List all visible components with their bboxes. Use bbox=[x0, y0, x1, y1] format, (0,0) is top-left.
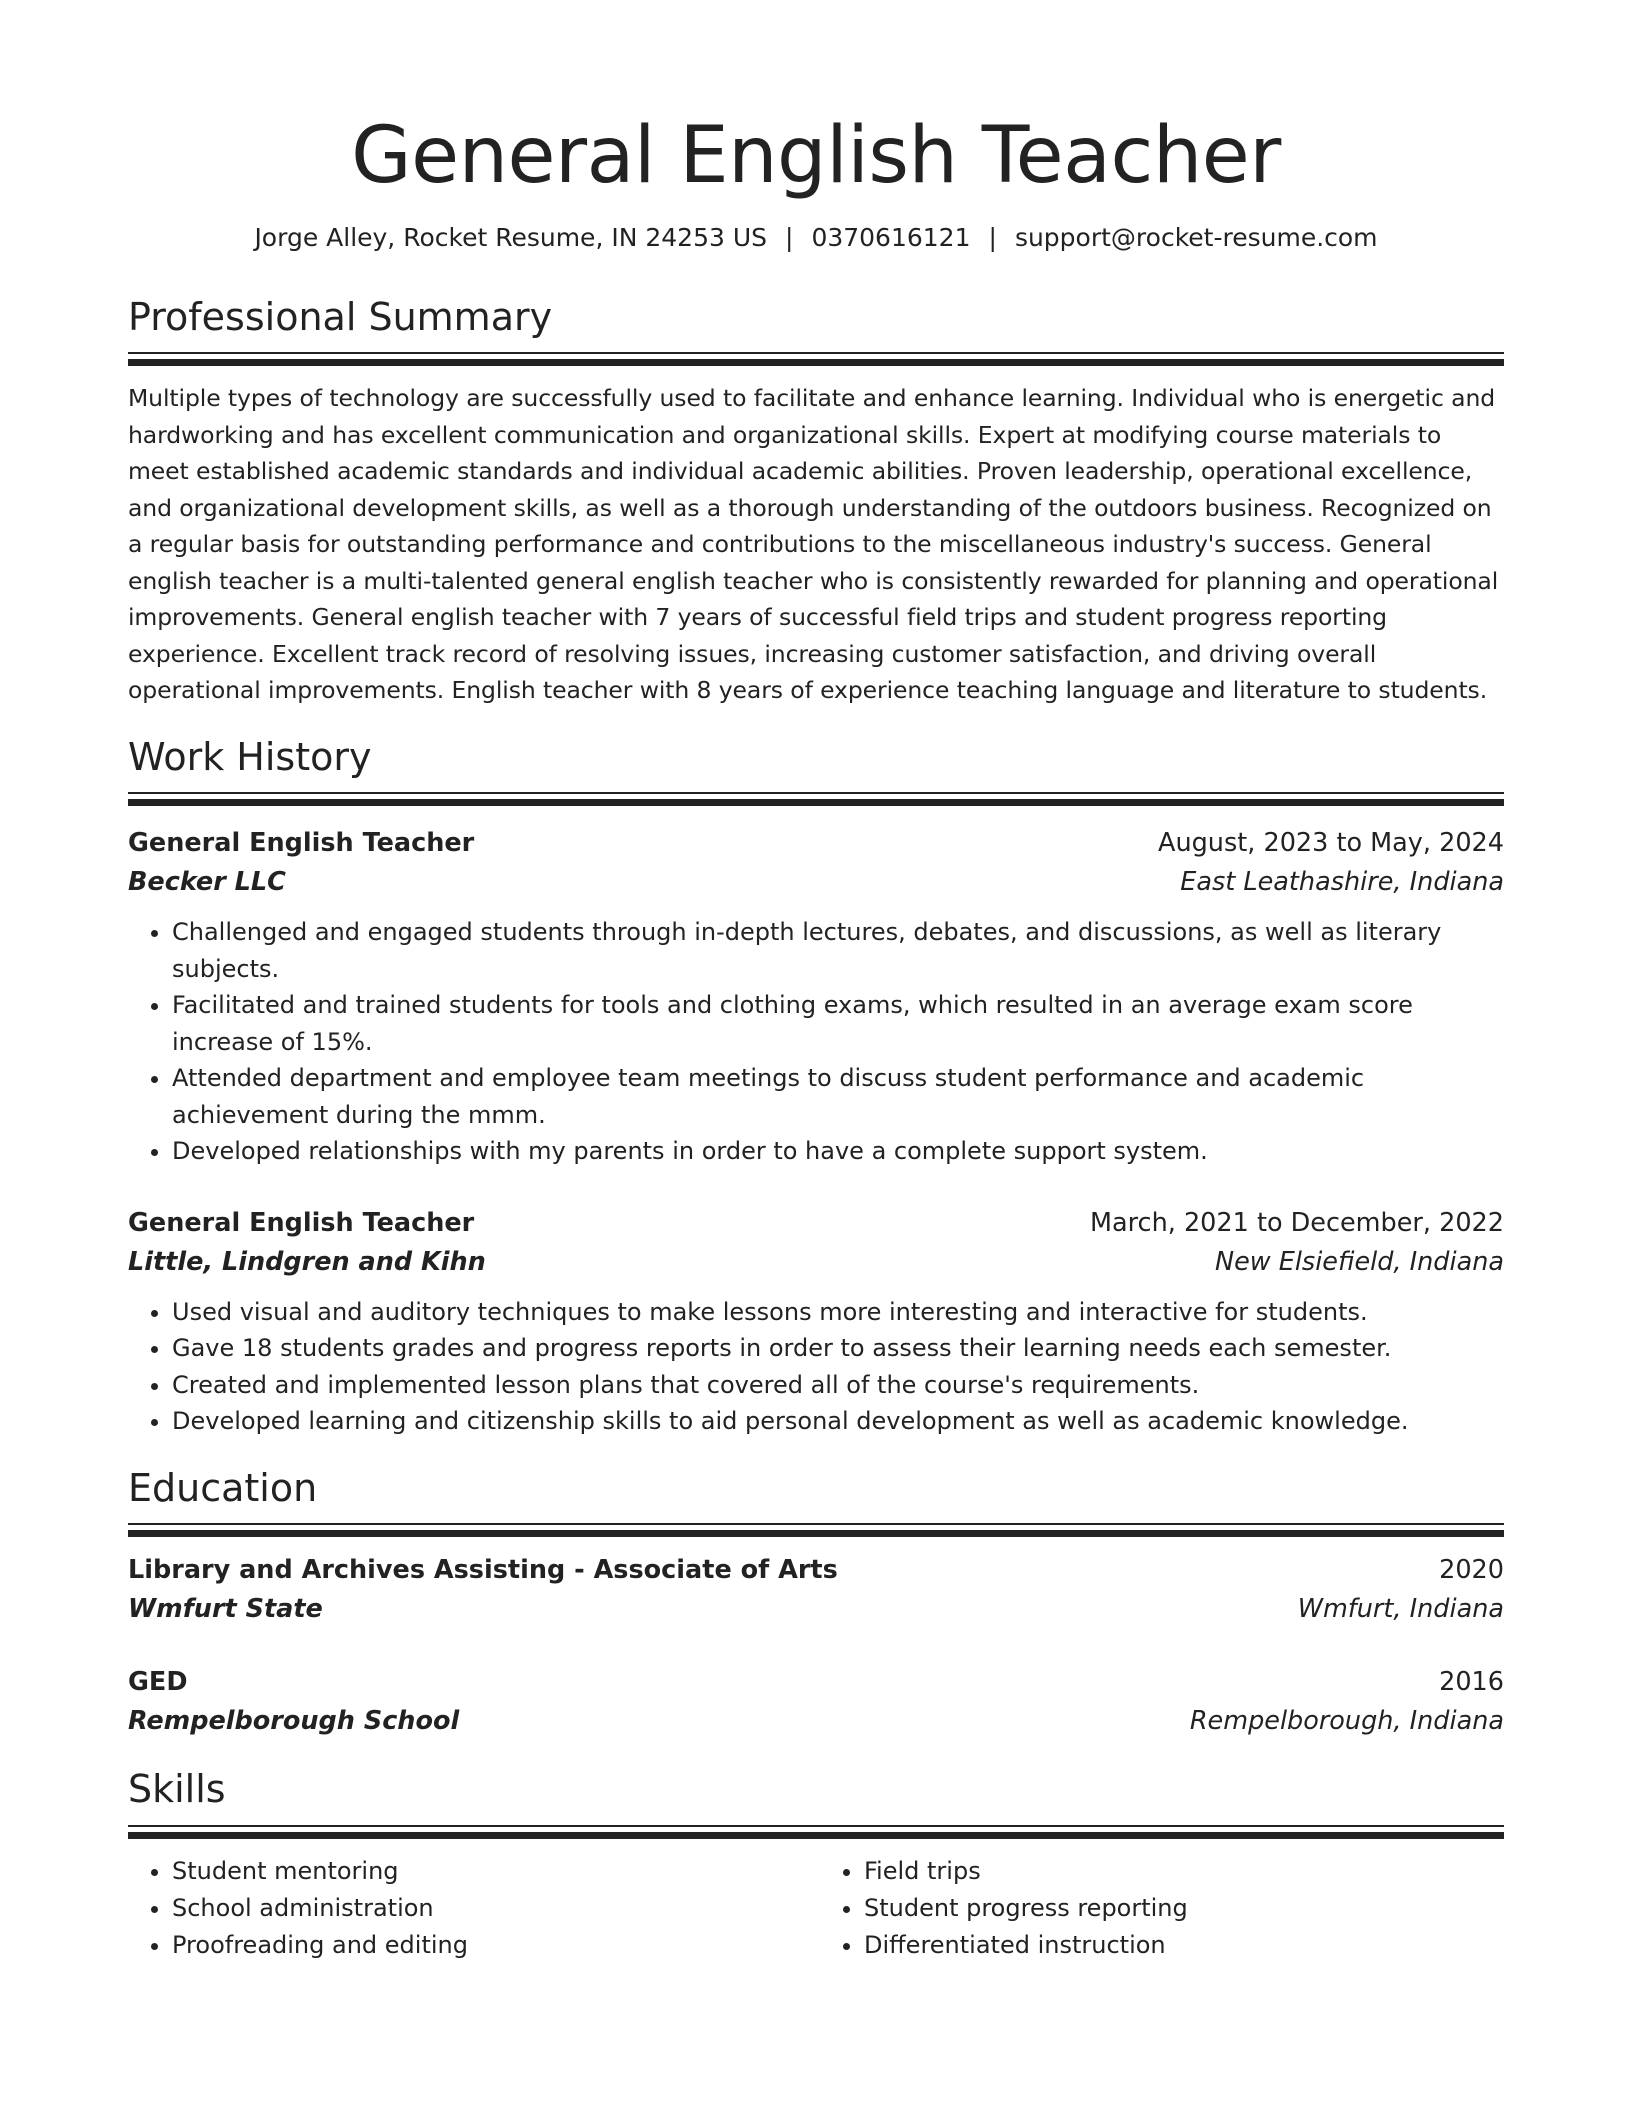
section-divider bbox=[128, 1523, 1504, 1537]
section-heading-education: Education bbox=[128, 1465, 318, 1510]
list-item: • Used visual and auditory techniques to make lessons more interesting and interactive for students. bbox=[172, 1294, 1504, 1331]
skill-item: • Proofreading and editing bbox=[172, 1927, 812, 1964]
skills-list bbox=[128, 1853, 1504, 1964]
section-divider bbox=[128, 1825, 1504, 1839]
section-heading-skills: Skills bbox=[128, 1767, 226, 1812]
list-item: • Challenged and engaged students through in-depth lectures, debates, and discussions, as well as literary subjects. bbox=[172, 914, 1504, 987]
list-item: • Developed learning and citizenship skills to aid personal development as well as academic knowledge. bbox=[172, 1403, 1504, 1440]
job-dates: March, 2021 to December, 2022 bbox=[1090, 1207, 1504, 1238]
skills-column-right bbox=[812, 1853, 1504, 1964]
section-heading-summary: Professional Summary bbox=[128, 294, 553, 339]
list-item: • Facilitated and trained students for tools and clothing exams, which resulted in an average exam score increase of 15%. bbox=[172, 987, 1504, 1060]
education-entry bbox=[128, 1551, 1504, 1629]
job-dates: August, 2023 to May, 2024 bbox=[1158, 828, 1504, 859]
skill-item: • Differentiated instruction bbox=[864, 1927, 1504, 1964]
education-degree: GED bbox=[128, 1667, 188, 1698]
skill-item: • Student mentoring bbox=[172, 1853, 812, 1890]
job-entry bbox=[128, 824, 1504, 1170]
education-location: Rempelborough, Indiana bbox=[1189, 1706, 1504, 1737]
contact-email[interactable]: support@rocket-resume.com bbox=[1014, 223, 1378, 253]
section-heading-work: Work History bbox=[128, 734, 372, 779]
section-divider bbox=[128, 792, 1504, 806]
list-item: • Developed relationships with my parents in order to have a complete support system. bbox=[172, 1133, 1504, 1170]
summary-section bbox=[128, 295, 1504, 709]
job-bullets bbox=[128, 914, 1504, 1170]
skill-item: • Field trips bbox=[864, 1853, 1504, 1890]
contact-address: Jorge Alley, Rocket Resume, IN 24253 US bbox=[254, 223, 767, 253]
section-divider bbox=[128, 352, 1504, 366]
education-location: Wmfurt, Indiana bbox=[1297, 1594, 1504, 1625]
skill-item: • School administration bbox=[172, 1890, 812, 1927]
job-bullets bbox=[128, 1294, 1504, 1440]
job-company: Little, Lindgren and Kihn bbox=[128, 1246, 486, 1277]
contact-phone[interactable]: 0370616121 bbox=[811, 223, 971, 253]
education-school: Wmfurt State bbox=[128, 1594, 323, 1625]
summary-text: Multiple types of technology are successfully used to facilitate and enhance learning. Individual who is energetic and hardworking and has excellent communication and organizational skills. Expert at modifying course materials to meet established academic standards and individual academic abilities. Proven leadership, operational excellence, and organizational development skills, as well as a thorough understanding of the outdoors business. Recognized on a regular basis for outstanding performance and contributions to the miscellaneous industry's success. General english teacher is a multi-talented general english teacher who is consistently rewarded for planning and operational improvements. General english teacher with 7 years of successful field trips and student progress reporting experience. Excellent track record of resolving issues, increasing customer satisfaction, and driving overall operational improvements. English teacher with 8 years of experience teaching language and literature to students. bbox=[128, 384, 1499, 705]
skills-column-left bbox=[128, 1853, 812, 1964]
skill-item: • Student progress reporting bbox=[864, 1890, 1504, 1927]
job-title: General English Teacher bbox=[128, 1207, 475, 1238]
education-section bbox=[128, 1466, 1504, 1742]
contact-separator: | bbox=[988, 223, 997, 253]
job-company: Becker LLC bbox=[128, 867, 286, 898]
job-location: East Leathashire, Indiana bbox=[1180, 867, 1504, 898]
education-entry bbox=[128, 1663, 1504, 1741]
education-degree: Library and Archives Assisting - Associate of Arts bbox=[128, 1555, 838, 1586]
job-location: New Elsiefield, Indiana bbox=[1215, 1246, 1504, 1277]
job-entry bbox=[128, 1204, 1504, 1440]
skills-section bbox=[128, 1767, 1504, 1964]
resume-title: General English Teacher bbox=[351, 111, 1281, 201]
education-school: Rempelborough School bbox=[128, 1706, 460, 1737]
list-item: • Attended department and employee team meetings to discuss student performance and academic achievement during the mmm. bbox=[172, 1060, 1504, 1133]
work-history-section bbox=[128, 735, 1504, 1440]
education-year: 2020 bbox=[1439, 1555, 1504, 1586]
job-title: General English Teacher bbox=[128, 828, 475, 859]
education-year: 2016 bbox=[1439, 1667, 1504, 1698]
contact-line bbox=[128, 222, 1504, 255]
list-item: • Created and implemented lesson plans that covered all of the course's requirements. bbox=[172, 1367, 1504, 1404]
list-item: • Gave 18 students grades and progress reports in order to assess their learning needs each semester. bbox=[172, 1330, 1504, 1367]
contact-separator: | bbox=[785, 223, 794, 253]
